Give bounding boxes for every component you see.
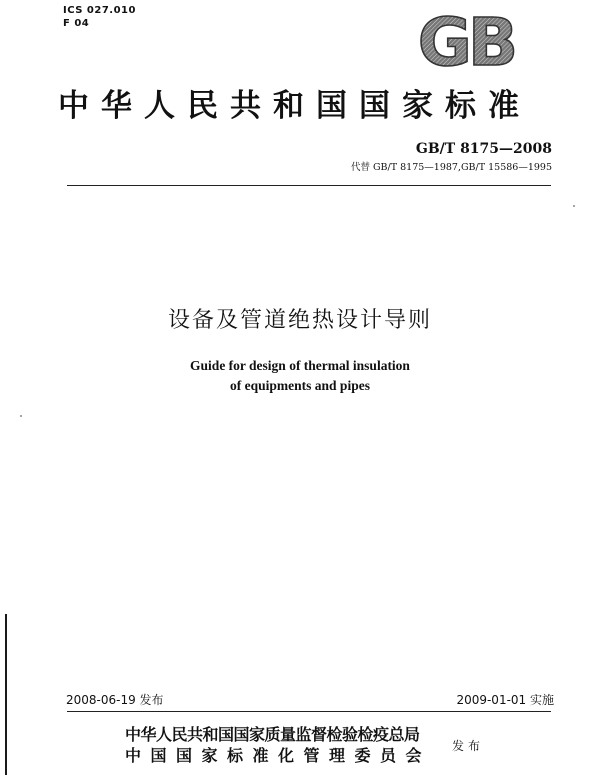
gb-logo-text: GB	[417, 8, 515, 70]
ics-codes	[63, 4, 136, 30]
document-title-english	[0, 356, 600, 396]
english-title-line-1: Guide for design of thermal insulation	[190, 358, 410, 373]
ics-code: ICS 027.010	[63, 5, 136, 16]
gb-logo	[402, 8, 530, 70]
effective-date: 2009-01-01 实施	[456, 693, 554, 707]
issue-date: 2008-06-19 发布	[66, 693, 164, 707]
issuer-block	[125, 725, 431, 767]
issuer-sac: 中国国家标准化管理委员会	[125, 746, 432, 765]
replaces-note: 代替 GB/T 8175—1987,GB/T 15586—1995	[350, 162, 552, 173]
scan-speck	[20, 415, 22, 417]
classification-code: F 04	[63, 18, 90, 29]
footer-divider	[67, 711, 551, 712]
publish-label: 发布	[452, 739, 485, 753]
scan-edge-line	[5, 614, 7, 775]
document-title-chinese: 设备及管道绝热设计导则	[167, 308, 432, 333]
national-standard-title: 中华人民共和国国家标准	[58, 88, 531, 124]
standard-number: GB/T 8175—2008	[415, 141, 552, 157]
issuer-aqsiq: 中华人民共和国国家质量监督检验检疫总局	[125, 725, 420, 744]
english-title-line-2: of equipments and pipes	[230, 378, 370, 393]
header-divider	[67, 185, 551, 186]
scan-speck	[573, 205, 575, 207]
